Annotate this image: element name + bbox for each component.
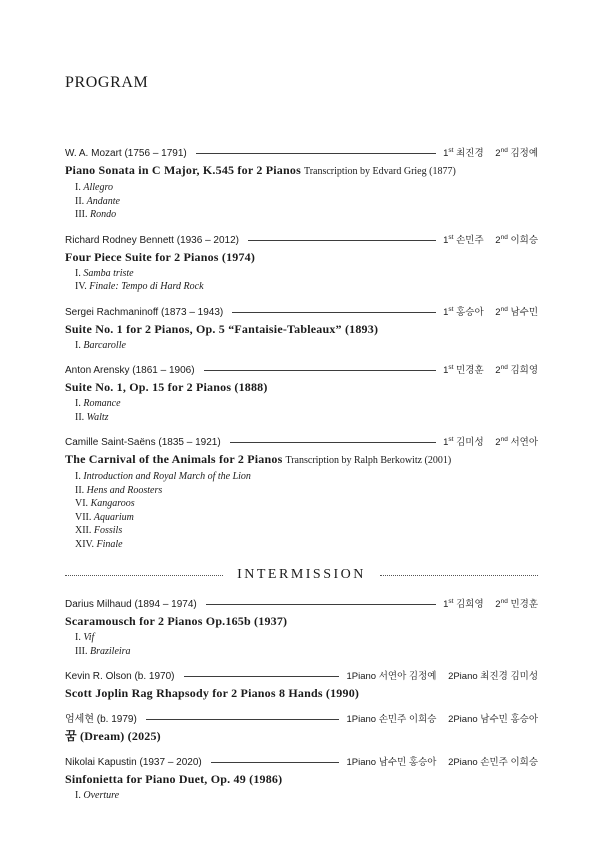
piece-title: Suite No. 1, Op. 15 for 2 Pianos (1888) [65,380,268,394]
movement-number: II. [75,484,85,496]
performers [346,670,538,683]
part-label: 2Piano [448,671,478,682]
movement-number: XII. [75,525,92,536]
composer-name: Nikolai Kapustin (1937 – 2020) [65,757,202,768]
performer-group-1 [443,365,484,376]
performer-group-2 [495,148,538,159]
performer-group-1 [443,235,484,246]
movement [65,538,538,552]
performer-group-1 [443,599,484,610]
movement-name: Samba triste [83,267,134,279]
part-ordinal: st [448,146,454,154]
movement-number: III. [75,645,88,657]
piece-line [65,249,538,265]
performer-names: 김미성 [456,437,484,448]
performer-names: 손민주 [456,234,484,246]
piece-line [65,451,538,468]
program-entry-bennett [65,234,538,294]
piece-title: Four Piece Suite for 2 Pianos (1974) [65,249,256,264]
movement-name: Aquarium [93,511,134,523]
movement-number: I. [75,267,81,279]
performer-names: 민경훈 [510,599,538,610]
performer-group-1 [443,437,484,448]
leader-line [230,442,436,443]
entry-head [65,713,538,726]
part-ordinal: nd [500,363,508,371]
movement-number: I. [75,339,81,351]
performer-names: 최진경 [456,148,484,159]
movement [65,497,538,511]
part-ordinal: st [448,363,454,371]
movement-list [65,470,538,551]
movement-number: VII. [75,511,92,523]
movement-name: Rondo [90,209,117,220]
part-ordinal: nd [500,305,508,313]
movement [65,181,538,195]
movement [65,484,538,498]
performers [443,364,538,377]
leader-line [184,676,340,677]
movement-name: Kangaroos [90,498,135,509]
movement-number: VI. [75,498,89,509]
leader-line [196,153,436,154]
movement-number: III. [75,209,88,220]
part-label: 2 [495,148,501,159]
movement [65,339,538,353]
part-label: 1Piano [346,757,377,768]
composer-name: Sergei Rachmaninoff (1873 – 1943) [65,306,224,318]
performer-group-2 [448,714,538,725]
movement [65,208,538,222]
movement [65,789,538,803]
composer-name: Camille Saint-Saëns (1835 – 1921) [65,437,221,448]
performer-group-2 [448,671,538,682]
performer-group-1 [443,307,484,318]
performer-names: 김희영 [510,365,538,376]
piece-line [65,685,538,701]
entry-head [65,234,538,247]
movement [65,470,538,484]
movement-name: Fossils [93,525,123,536]
part-label: 2 [495,599,501,610]
movement-number: I. [75,182,81,193]
movement-number: II. [75,195,85,207]
performer-names: 서연아 김정예 [378,671,437,682]
performer-names: 손민주 이희승 [378,714,437,725]
page-title: PROGRAM [65,74,149,91]
performer-group-1 [346,671,436,682]
part-ordinal: st [448,305,454,313]
movement-number: I. [75,790,81,801]
movement [65,631,538,645]
performer-group-2 [495,307,538,318]
part-label: 2 [495,437,501,448]
part-ordinal: st [448,597,454,605]
part-label: 2 [495,306,501,318]
entry-head [65,670,538,683]
performer-group-2 [495,365,538,376]
part-label: 2 [495,234,501,246]
entry-head [65,436,538,449]
part-label: 2 [495,365,501,376]
piece-title: Sinfonietta for Piano Duet, Op. 49 (1986) [65,772,283,786]
movement-number: II. [75,411,85,423]
movement [65,397,538,411]
intermission-label: INTERMISSION [237,567,366,582]
composer-name: Darius Milhaud (1894 – 1974) [65,599,197,610]
performer-names: 이희승 [510,234,538,246]
performer-group-2 [448,757,538,768]
part-label: 1Piano [346,671,377,682]
performer-group-1 [443,148,484,159]
movement [65,280,538,294]
performer-group-2 [495,437,538,448]
leader-line [211,762,340,763]
movement-number: I. [75,471,81,482]
movement [65,411,538,425]
composer-name: Anton Arensky (1861 – 1906) [65,365,195,376]
part-label: 1 [443,437,449,448]
part-label: 1 [443,599,449,610]
piece-title: 꿈 (Dream) (2025) [65,729,161,743]
piece-line [65,321,538,337]
performer-names: 서연아 [510,437,538,448]
performers [443,598,538,611]
piece-title: Piano Sonata in C Major, K.545 for 2 Pianos [65,163,301,177]
piece-title: The Carnival of the Animals for 2 Pianos [65,452,283,466]
movement [65,267,538,281]
movement-number: XIV. [75,538,94,550]
movement-name: Introduction and Royal March of the Lion [83,471,251,482]
movement-name: Andante [86,195,120,207]
performer-names: 최진경 김미성 [480,671,538,682]
performer-names: 남수민 홍승아 [378,757,437,768]
part-label: 1 [443,148,449,159]
program-entry-olson [65,670,538,701]
movement-name: Finale [96,538,123,550]
piece-line [65,162,538,179]
performer-names: 남수민 홍승아 [480,714,538,725]
performer-names: 김정예 [510,148,538,159]
transcription-note: Transcription by Ralph Berkowitz (2001) [285,455,452,466]
performer-names: 남수민 [510,306,538,318]
program-entry-kapustin [65,756,538,803]
performer-group-2 [495,599,538,610]
performers [346,713,538,726]
composer-name: Richard Rodney Bennett (1936 – 2012) [65,234,240,246]
program-entry-eom-sehyun [65,713,538,744]
transcription-note: Transcription by Edvard Grieg (1877) [303,166,456,177]
composer-name: 엄세현 (b. 1979) [65,714,137,725]
movement-name: Finale: Tempo di Hard Rock [89,281,204,292]
movement-number: I. [75,398,81,409]
composer-name: Kevin R. Olson (b. 1970) [65,671,175,682]
part-label: 1 [443,365,449,376]
performers [443,306,538,319]
performer-names: 홍승아 [456,306,484,318]
leader-line [146,719,340,720]
part-label: 1Piano [346,714,377,725]
movement-name: Romance [83,398,121,409]
part-ordinal: nd [500,435,508,443]
performer-names: 손민주 이희승 [480,757,538,768]
performer-names: 김희영 [456,599,484,610]
movement-name: Hens and Roosters [86,484,163,496]
performers [443,147,538,160]
movement-number: IV. [75,281,87,292]
leader-line [204,370,437,371]
piece-line [65,728,538,744]
movement-list [65,397,538,424]
movement-name: Allegro [83,182,113,193]
movement-list [65,631,538,658]
part-label: 1 [443,234,449,246]
piece-line [65,771,538,787]
program-entry-saint-saens [65,436,538,551]
performers [443,234,538,247]
part-ordinal: nd [500,233,508,241]
part-ordinal: nd [500,146,508,154]
part-label: 2Piano [448,714,478,725]
leader-line [206,604,436,605]
piece-title: Scott Joplin Rag Rhapsody for 2 Pianos 8 Hands (1990) [65,686,360,700]
performers [443,436,538,449]
movement-list [65,789,538,803]
movement-name: Barcarolle [83,339,126,351]
entry-head [65,147,538,160]
piece-line [65,613,538,629]
entry-head [65,598,538,611]
entry-head [65,364,538,377]
movement [65,524,538,538]
program-entry-arensky [65,364,538,424]
part-ordinal: st [448,233,454,241]
leader-line [232,312,436,313]
program-entry-milhaud [65,598,538,658]
entry-head [65,306,538,319]
performer-group-1 [346,714,436,725]
part-ordinal: st [448,435,454,443]
performer-names: 민경훈 [456,365,484,376]
entry-head [65,756,538,769]
program-entry-mozart [65,147,538,222]
movement-name: Waltz [86,411,109,423]
program-entries [65,147,538,803]
movement-list [65,181,538,222]
movement-list [65,339,538,353]
composer-name: W. A. Mozart (1756 – 1791) [65,148,187,159]
part-ordinal: nd [500,597,508,605]
performers [346,756,538,769]
intermission-divider [65,567,538,583]
dotted-rule-right [380,575,538,576]
piece-title: Suite No. 1 for 2 Pianos, Op. 5 “Fantaisie-Tableaux” (1893) [65,321,379,336]
movement-list [65,267,538,294]
movement-name: Overture [83,790,120,801]
movement-number: I. [75,632,81,643]
movement-name: Vif [83,632,95,643]
performer-group-2 [495,235,538,246]
movement [65,195,538,209]
piece-title: Scaramousch for 2 Pianos Op.165b (1937) [65,614,288,628]
performer-group-1 [346,757,436,768]
program-entry-rachmaninoff [65,306,538,353]
movement-name: Brazileira [90,645,131,657]
leader-line [248,240,436,241]
piece-line [65,379,538,395]
movement [65,511,538,525]
dotted-rule-left [65,575,223,576]
movement [65,645,538,659]
part-label: 2Piano [448,757,478,768]
part-label: 1 [443,306,449,318]
